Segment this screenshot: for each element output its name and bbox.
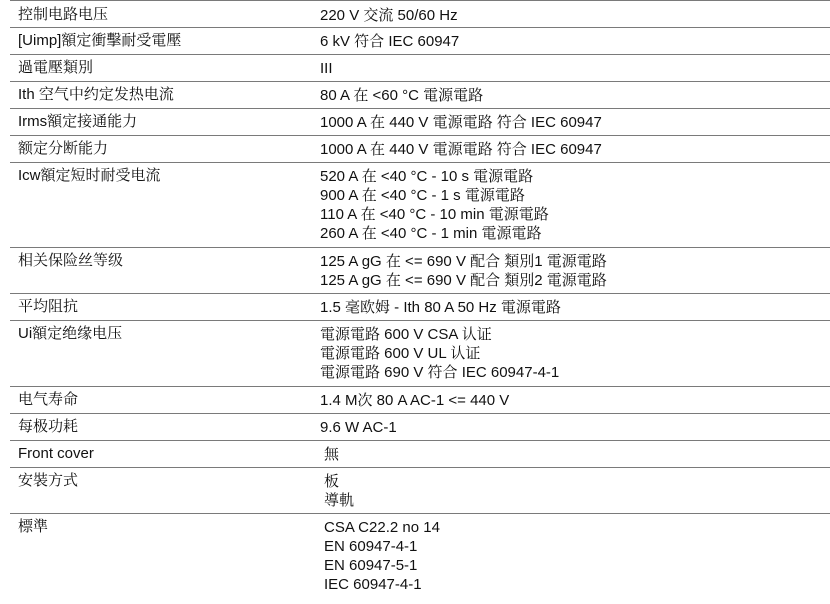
spec-values xyxy=(320,391,509,410)
spec-label: 相关保险丝等级 xyxy=(18,252,124,269)
spec-values xyxy=(320,113,602,132)
spec-label: Ith 空气中约定发热电流 xyxy=(18,86,174,103)
spec-label: Icw額定短时耐受电流 xyxy=(18,167,161,184)
spec-value: III xyxy=(320,60,333,77)
spec-value: 125 A gG 在 <= 690 V 配合 類別2 電源電路 xyxy=(320,272,607,289)
spec-table xyxy=(10,0,830,604)
spec-values xyxy=(320,140,602,159)
spec-label: [Uimp]額定衝擊耐受電壓 xyxy=(18,32,182,49)
spec-label: Front cover xyxy=(18,445,94,462)
spec-row xyxy=(10,248,830,294)
spec-row xyxy=(10,387,830,414)
spec-value: EN 60947-4-1 xyxy=(324,538,418,555)
spec-row xyxy=(10,0,830,28)
spec-values xyxy=(320,325,559,382)
spec-label: Ui額定绝缘电压 xyxy=(18,325,123,342)
spec-values xyxy=(320,167,549,243)
spec-label: 平均阻抗 xyxy=(18,298,79,315)
spec-value: 電源電路 600 V CSA 认证 xyxy=(320,326,492,343)
spec-values xyxy=(324,445,339,464)
spec-value: 80 A 在 <60 °C 電源電路 xyxy=(320,87,484,104)
spec-row xyxy=(10,294,830,321)
spec-value: 板 xyxy=(324,473,340,490)
spec-row xyxy=(10,321,830,387)
spec-label: 额定分断能力 xyxy=(18,140,109,157)
spec-row xyxy=(10,28,830,55)
spec-value: 1.4 M次 80 A AC-1 <= 440 V xyxy=(320,392,510,409)
spec-values xyxy=(324,472,354,510)
spec-values xyxy=(320,418,397,437)
spec-label: 电气寿命 xyxy=(18,391,79,408)
spec-value: CSA C22.2 no 14 xyxy=(324,519,440,536)
spec-value: 導軌 xyxy=(324,492,355,509)
spec-value: EN 60947-5-1 xyxy=(324,557,418,574)
spec-value: 900 A 在 <40 °C - 1 s 電源電路 xyxy=(320,187,525,204)
spec-label: 控制电路电压 xyxy=(18,6,109,23)
spec-value: 110 A 在 <40 °C - 10 min 電源電路 xyxy=(320,206,549,223)
spec-value: 1.5 毫欧姆 - Ith 80 A 50 Hz 電源電路 xyxy=(320,299,561,316)
spec-values xyxy=(320,86,483,105)
spec-value: IEC 60947-4-1 xyxy=(324,576,422,593)
spec-value: 6 kV 符合 IEC 60947 xyxy=(320,33,460,50)
spec-row xyxy=(10,109,830,136)
spec-value: 260 A 在 <40 °C - 1 min 電源電路 xyxy=(320,225,542,242)
spec-value: 520 A 在 <40 °C - 10 s 電源電路 xyxy=(320,168,534,185)
spec-values xyxy=(320,32,459,51)
spec-label: 過電壓類別 xyxy=(18,59,94,76)
spec-values xyxy=(320,252,607,290)
spec-value: 1000 A 在 440 V 電源電路 符合 IEC 60947 xyxy=(320,114,602,131)
spec-row xyxy=(10,441,830,468)
spec-values xyxy=(320,59,333,78)
spec-row xyxy=(10,468,830,514)
spec-value: 電源電路 600 V UL 认证 xyxy=(320,345,481,362)
spec-values xyxy=(324,518,440,594)
spec-value: 125 A gG 在 <= 690 V 配合 類別1 電源電路 xyxy=(320,253,607,270)
spec-row xyxy=(10,136,830,163)
spec-value: 220 V 交流 50/60 Hz xyxy=(320,7,458,24)
spec-values xyxy=(320,298,561,317)
spec-label: 每极功耗 xyxy=(18,418,79,435)
spec-value: 無 xyxy=(324,446,340,463)
spec-row xyxy=(10,82,830,109)
spec-value: 1000 A 在 440 V 電源電路 符合 IEC 60947 xyxy=(320,141,602,158)
spec-row xyxy=(10,163,830,248)
spec-values xyxy=(320,6,458,25)
spec-label: 安裝方式 xyxy=(18,472,79,489)
spec-row xyxy=(10,414,830,441)
spec-label: Irms額定接通能力 xyxy=(18,113,138,130)
spec-value: 電源電路 690 V 符合 IEC 60947-4-1 xyxy=(320,364,560,381)
spec-row xyxy=(10,55,830,82)
spec-value: 9.6 W AC-1 xyxy=(320,419,397,436)
spec-label: 標準 xyxy=(18,518,49,535)
